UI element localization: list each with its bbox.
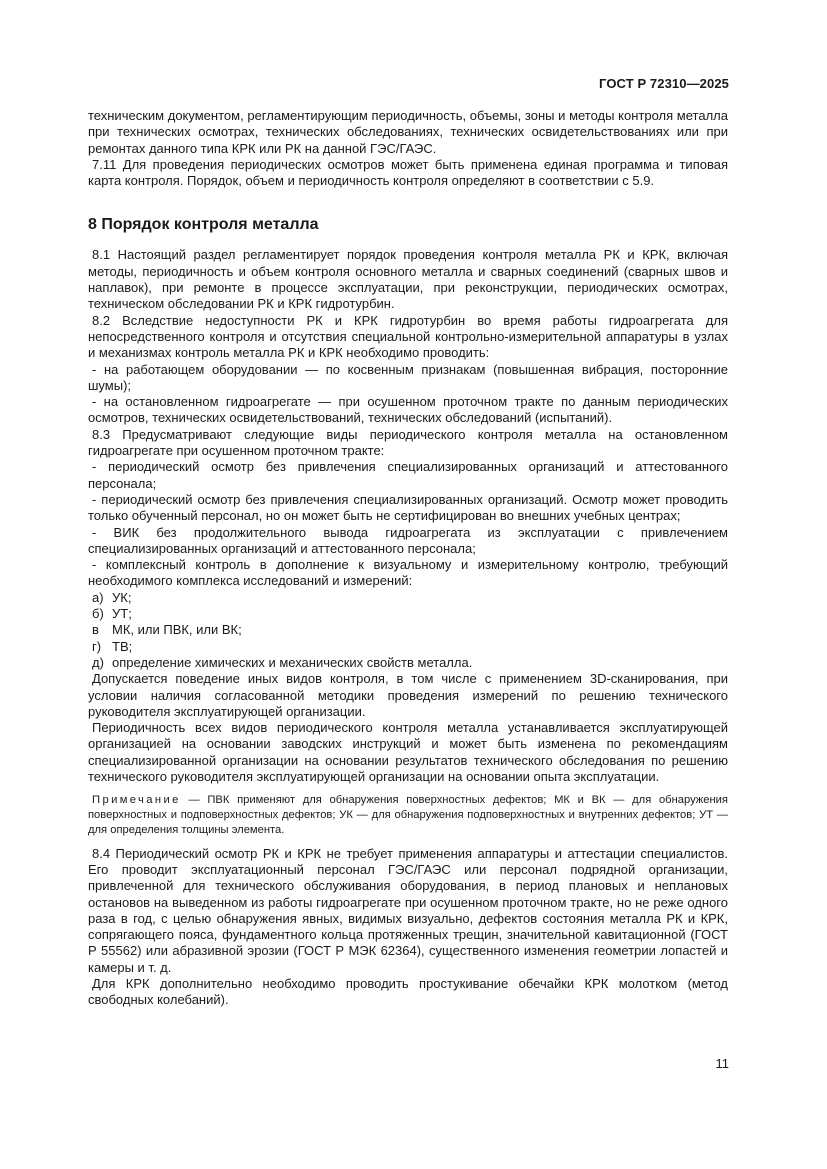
page-content — [88, 108, 728, 1009]
list-item: - на остановленном гидроагрегате — при осушенном проточном тракте по данным периодических осмотров, технических освидетельствований, технических обследований (испытаний). — [88, 394, 728, 426]
paragraph-periodicity: Периодичность всех видов периодического контроля металла устанавливается эксплуатирующей организацией на основании заводских инструкций и может быть изменена по рекомендациям специализированной организации на основании результатов технического обследования по решению технического руководителя эксплуатирующей организации на основании опыта эксплуатации. — [88, 720, 728, 784]
section-heading: 8 Порядок контроля металла — [88, 216, 319, 234]
list-item: в МК, или ПВК, или ВК; — [92, 622, 242, 638]
clause-8-2: 8.2 Вследствие недоступности РК и КРК гидротурбин во время работы гидроагрегата для непосредственного контроля и отсутствия специальной контрольно-измерительной аппаратуры в узлах и механизмах контроль металла РК и КРК необходимо проводить: — [88, 312, 728, 361]
list-item: а) УК; — [92, 589, 132, 605]
clause-8-1: 8.1 Настоящий раздел регламентирует порядок проведения контроля металла РК и КРК, включая методы, периодичность и объем контроля основного металла и сварных соединений (сварных швов и наплавок), при ремонте в процессе эксплуатации, при реконструкции, периодических осмотрах, техническом обследовании РК и КРК гидротурбин. — [88, 247, 728, 312]
page-number: 11 — [715, 1056, 729, 1071]
document-header: ГОСТ Р 72310—2025 — [599, 76, 729, 91]
clause-8-3: 8.3 Предусматривают следующие виды периодического контроля металла на остановленном гидроагрегате при осушенном проточном тракте: — [88, 426, 728, 459]
clause-7-11: 7.11 Для проведения периодических осмотров может быть применена единая программа и типовая карта контроля. Порядок, объем и периодичность контроля определяют в соответствии с 5.9. — [88, 156, 728, 189]
note-text: — ПВК применяют для обнаружения поверхностных дефектов; МК и ВК — для обнаружения поверхностных и подповерхностных дефектов; УК — для обнаружения подповерхностных и внутренних дефектов; УТ — для определения толщины элемента. — [88, 794, 728, 836]
list-item: - периодический осмотр без привлечения специализированных организаций. Осмотр может проводить только обученный персонал, но он может быть не сертифицирован во внешних учебных центрах; — [88, 491, 728, 524]
paragraph-3d-scanning: Допускается поведение иных видов контроля, в том числе с применением 3D-сканирования, при условии наличия согласованной методики проведения измерений по решению технического руководителя эксплуатирующей организации. — [88, 671, 728, 719]
list-item: - комплексный контроль в дополнение к визуальному и измерительному контролю, требующий необходимого комплекса исследований и измерений: — [88, 557, 728, 589]
list-item: б) УТ; — [92, 606, 132, 622]
methods-list — [88, 590, 728, 671]
list-item: - ВИК без продолжительного вывода гидроагрегата из эксплуатации с привлечением специализированных организаций и аттестованного персонала; — [88, 524, 728, 556]
list-item: - на работающем оборудовании — по косвенным признакам (повышенная вибрация, посторонние шумы); — [88, 361, 728, 393]
note — [88, 793, 728, 837]
clause-8-4: 8.4 Периодический осмотр РК и КРК не требует применения аппаратуры и аттестации специалистов. Его проводит эксплуатационный персонал ГЭС/ГАЭС или персонал подрядной организации, привлеченной для технического обслуживания оборудования, в период плановых и неплановых остановов на выведенном из работы гидроагрегате при осушенном проточном тракте, но не реже одного раза в год, с целью обнаружения явных, видимых визуально, дефектов состояния металла РК и КРК, сопрягающего пояса, фундаментного кольца протяженных трещин, значительной кавитационной (ГОСТ Р 55562) или абразивной эрозии (ГОСТ Р МЭК 62364), существенного изменения геометрии лопастей и камеры и т. д. — [88, 845, 728, 975]
paragraph-krk: Для КРК дополнительно необходимо проводить простукивание обечайки КРК молотком (метод свободных колебаний). — [88, 976, 728, 1008]
list-item: д) определение химических и механических свойств металла. — [92, 654, 473, 670]
intro-paragraph: техническим документом, регламентирующим периодичность, объемы, зоны и методы контроля металла при технических осмотрах, технических обследованиях, технических освидетельствованиях или при ремонтах данного типа КРК или РК на данной ГЭС/ГАЭС. — [88, 108, 728, 156]
note-label: Примечание — [92, 794, 181, 807]
list-item: г) ТВ; — [92, 638, 133, 654]
list-item: - периодический осмотр без привлечения специализированных организаций и аттестованного персонала; — [88, 459, 728, 491]
